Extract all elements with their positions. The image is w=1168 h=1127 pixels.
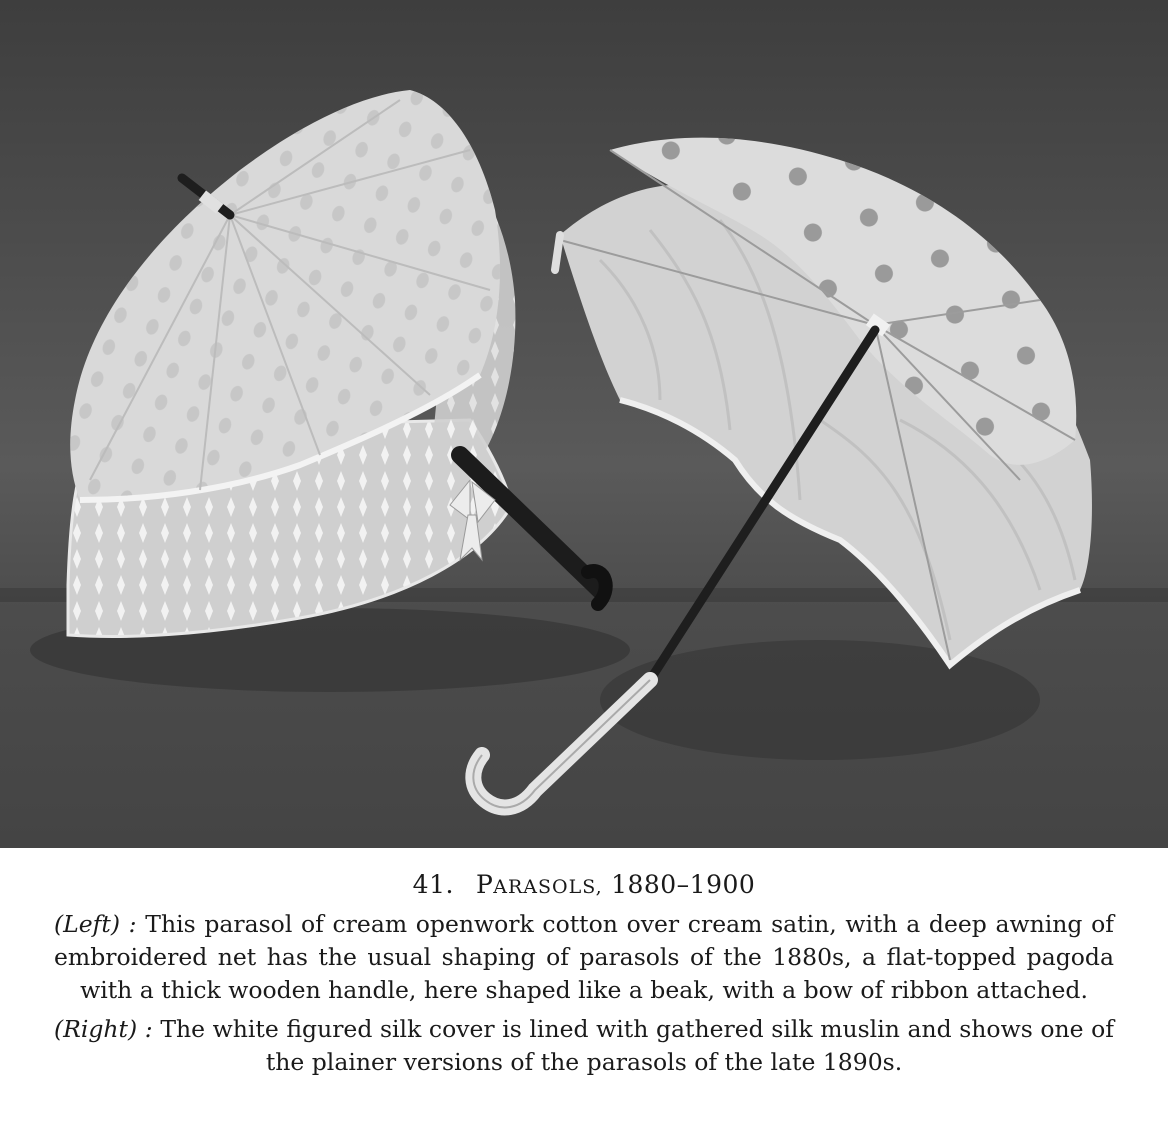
left-separator: : — [128, 910, 137, 938]
left-text: This parasol of cream openwork cotton over cream satin, with a deep awning of embroidered net has the usual shaping of parasols of the 1880s, a flat-topped pagoda with a thick wooden handle, here shaped like a beak, with a bow of ribbon attached. — [54, 910, 1114, 1004]
right-separator: : — [144, 1015, 153, 1043]
caption-dates: 1880–1900 — [611, 870, 756, 899]
right-label: (Right) — [54, 1015, 138, 1043]
left-label: (Left) — [54, 910, 120, 938]
figure-caption — [0, 868, 1168, 1079]
caption-title-initial: P — [475, 870, 494, 899]
caption-left-description — [54, 908, 1114, 1007]
right-parasol-tip — [555, 235, 560, 270]
figure-number: 41. — [412, 870, 454, 899]
caption-right-description — [54, 1013, 1114, 1079]
caption-title — [0, 868, 1168, 904]
right-text: The white figured silk cover is lined with gathered silk muslin and shows one of the plainer versions of the parasols of the late 1890s. — [160, 1015, 1114, 1076]
caption-title-rest: ARASOLS, — [493, 876, 603, 898]
